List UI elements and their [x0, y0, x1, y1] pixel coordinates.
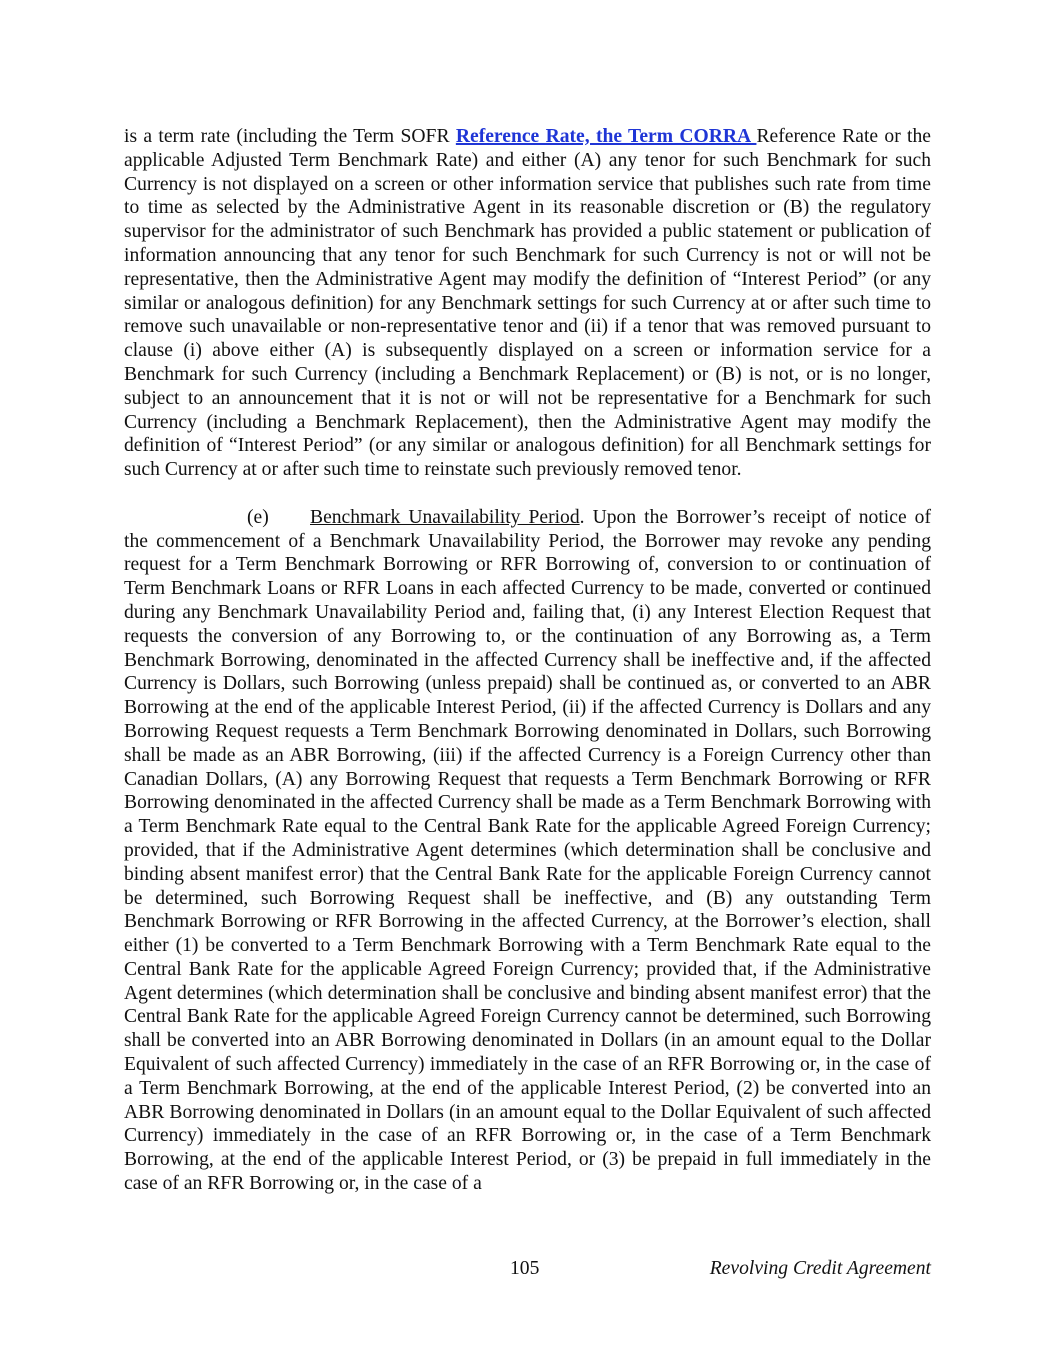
paragraph-text: Upon the Borrower’s receipt of notice of the commencement of a Benchmark Unavailability Period, the Borrower may revoke any pending request for a Term Benchmark Borrowing or RFR Borrowing of, conversion to or continuation of Term Benchmark Loans or RFR Loans in each affected Currency to be made, converted or continued during any Benchmark Unavailability Period and, failing that, (i) any Interest Election Request that requests the conversion of any Borrowing to, or the continuation of any Borrowing as, a Term Benchmark Borrowing, denominated in the affected Currency shall be ineffective and, if the affected Currency is Dollars, such Borrowing (unless prepaid) shall be continued as, or converted to an ABR Borrowing at the end of the applicable Interest Period, (ii) if the affected Currency is Dollars and any Borrowing Request requests a Term Benchmark Borrowing denominated in Dollars, such Borrowing shall be made as an ABR Borrowing, (iii) if the affected Currency is a Foreign Currency other than Canadian Dollars, (A) any Borrowing Request that requests a Term Benchmark Borrowing or RFR Borrowing denominated in the affected Currency shall be made as a Term Benchmark Borrowing with a Term Benchmark Rate equal to the Central Bank Rate for the applicable Agreed Foreign Currency; provided, that if the Administrative Agent determines (which determination shall be conclusive and binding absent manifest error) that the Central Bank Rate for the applicable Foreign Currency cannot be determined, such Borrowing Request shall be ineffective, and (B) any outstanding Term Benchmark Borrowing or RFR Borrowing in the affected Currency, at the Borrower’s election, shall either (1) be converted to a Term Benchmark Borrowing with a Term Benchmark Rate equal to the Central Bank Rate for the applicable Agreed Foreign Currency; provided that, if the Administrative Agent determines (which determination shall be conclusive and binding absent manifest error) that the Central Bank Rate for the applicable Agreed Foreign Currency cannot be determined, such Borrowing shall be converted into an ABR Borrowing denominated in Dollars (in an amount equal to the Dollar Equivalent of such affected Currency) immediately in the case of an RFR Borrowing or, in the case of a Term Benchmark Borrowing, at the end of the applicable Interest Period, (2) be converted into an ABR Borrowing denominated in Dollars (in an amount equal to the Dollar Equivalent of such affected Currency) immediately in the case of an RFR Borrowing or, in the case of a Term Benchmark Borrowing, at the end of the applicable Interest Period, or (3) be prepaid in full immediately in the case of an RFR Borrowing or, in the case of a	[124, 506, 931, 1195]
paragraph-text: is a term rate (including the Term SOFR	[124, 126, 456, 147]
document-body	[124, 125, 931, 1196]
document-title: Revolving Credit Agreement	[709, 1258, 931, 1279]
paragraph-tenor-reinstatement	[124, 125, 931, 482]
page-footer	[0, 1256, 1055, 1282]
clause-label: (e)	[247, 506, 269, 528]
inserted-text-link[interactable]: Reference Rate, the Term CORRA	[455, 126, 757, 147]
page-number: 105	[510, 1258, 540, 1279]
heading-punctuation: .	[579, 506, 585, 528]
paragraph-text: Reference Rate or the applicable Adjusted Term Benchmark Rate) and either (A) any tenor for such Benchmark for such Currency is not displayed on a screen or other information service that publishes such rate from time to time as selected by the Administrative Agent in its reasonable discretion or (B) the regulatory supervisor for the administrator of such Benchmark has provided a public statement or publication of information announcing that any tenor for such Benchmark for such Currency is not or will not be representative, then the Administrative Agent may modify the definition of “Interest Period” (or any similar or analogous definition) for any Benchmark settings for such Currency at or after such time to remove such unavailable or non-representative tenor and (ii) if a tenor that was removed pursuant to clause (i) above either (A) is subsequently displayed on a screen or information service for a Benchmark for such Currency (including a Benchmark Replacement) or (B) is not, or is no longer, subject to an announcement that it is not or will not be representative for a Benchmark for such Currency (including a Benchmark Replacement), then the Administrative Agent may modify the definition of “Interest Period” (or any similar or analogous definition) for all Benchmark settings for such Currency at or after such time to reinstate such previously removed tenor.	[124, 126, 931, 481]
paragraph-benchmark-unavailability	[124, 506, 931, 1196]
section-heading: Benchmark Unavailability Period	[310, 506, 580, 528]
